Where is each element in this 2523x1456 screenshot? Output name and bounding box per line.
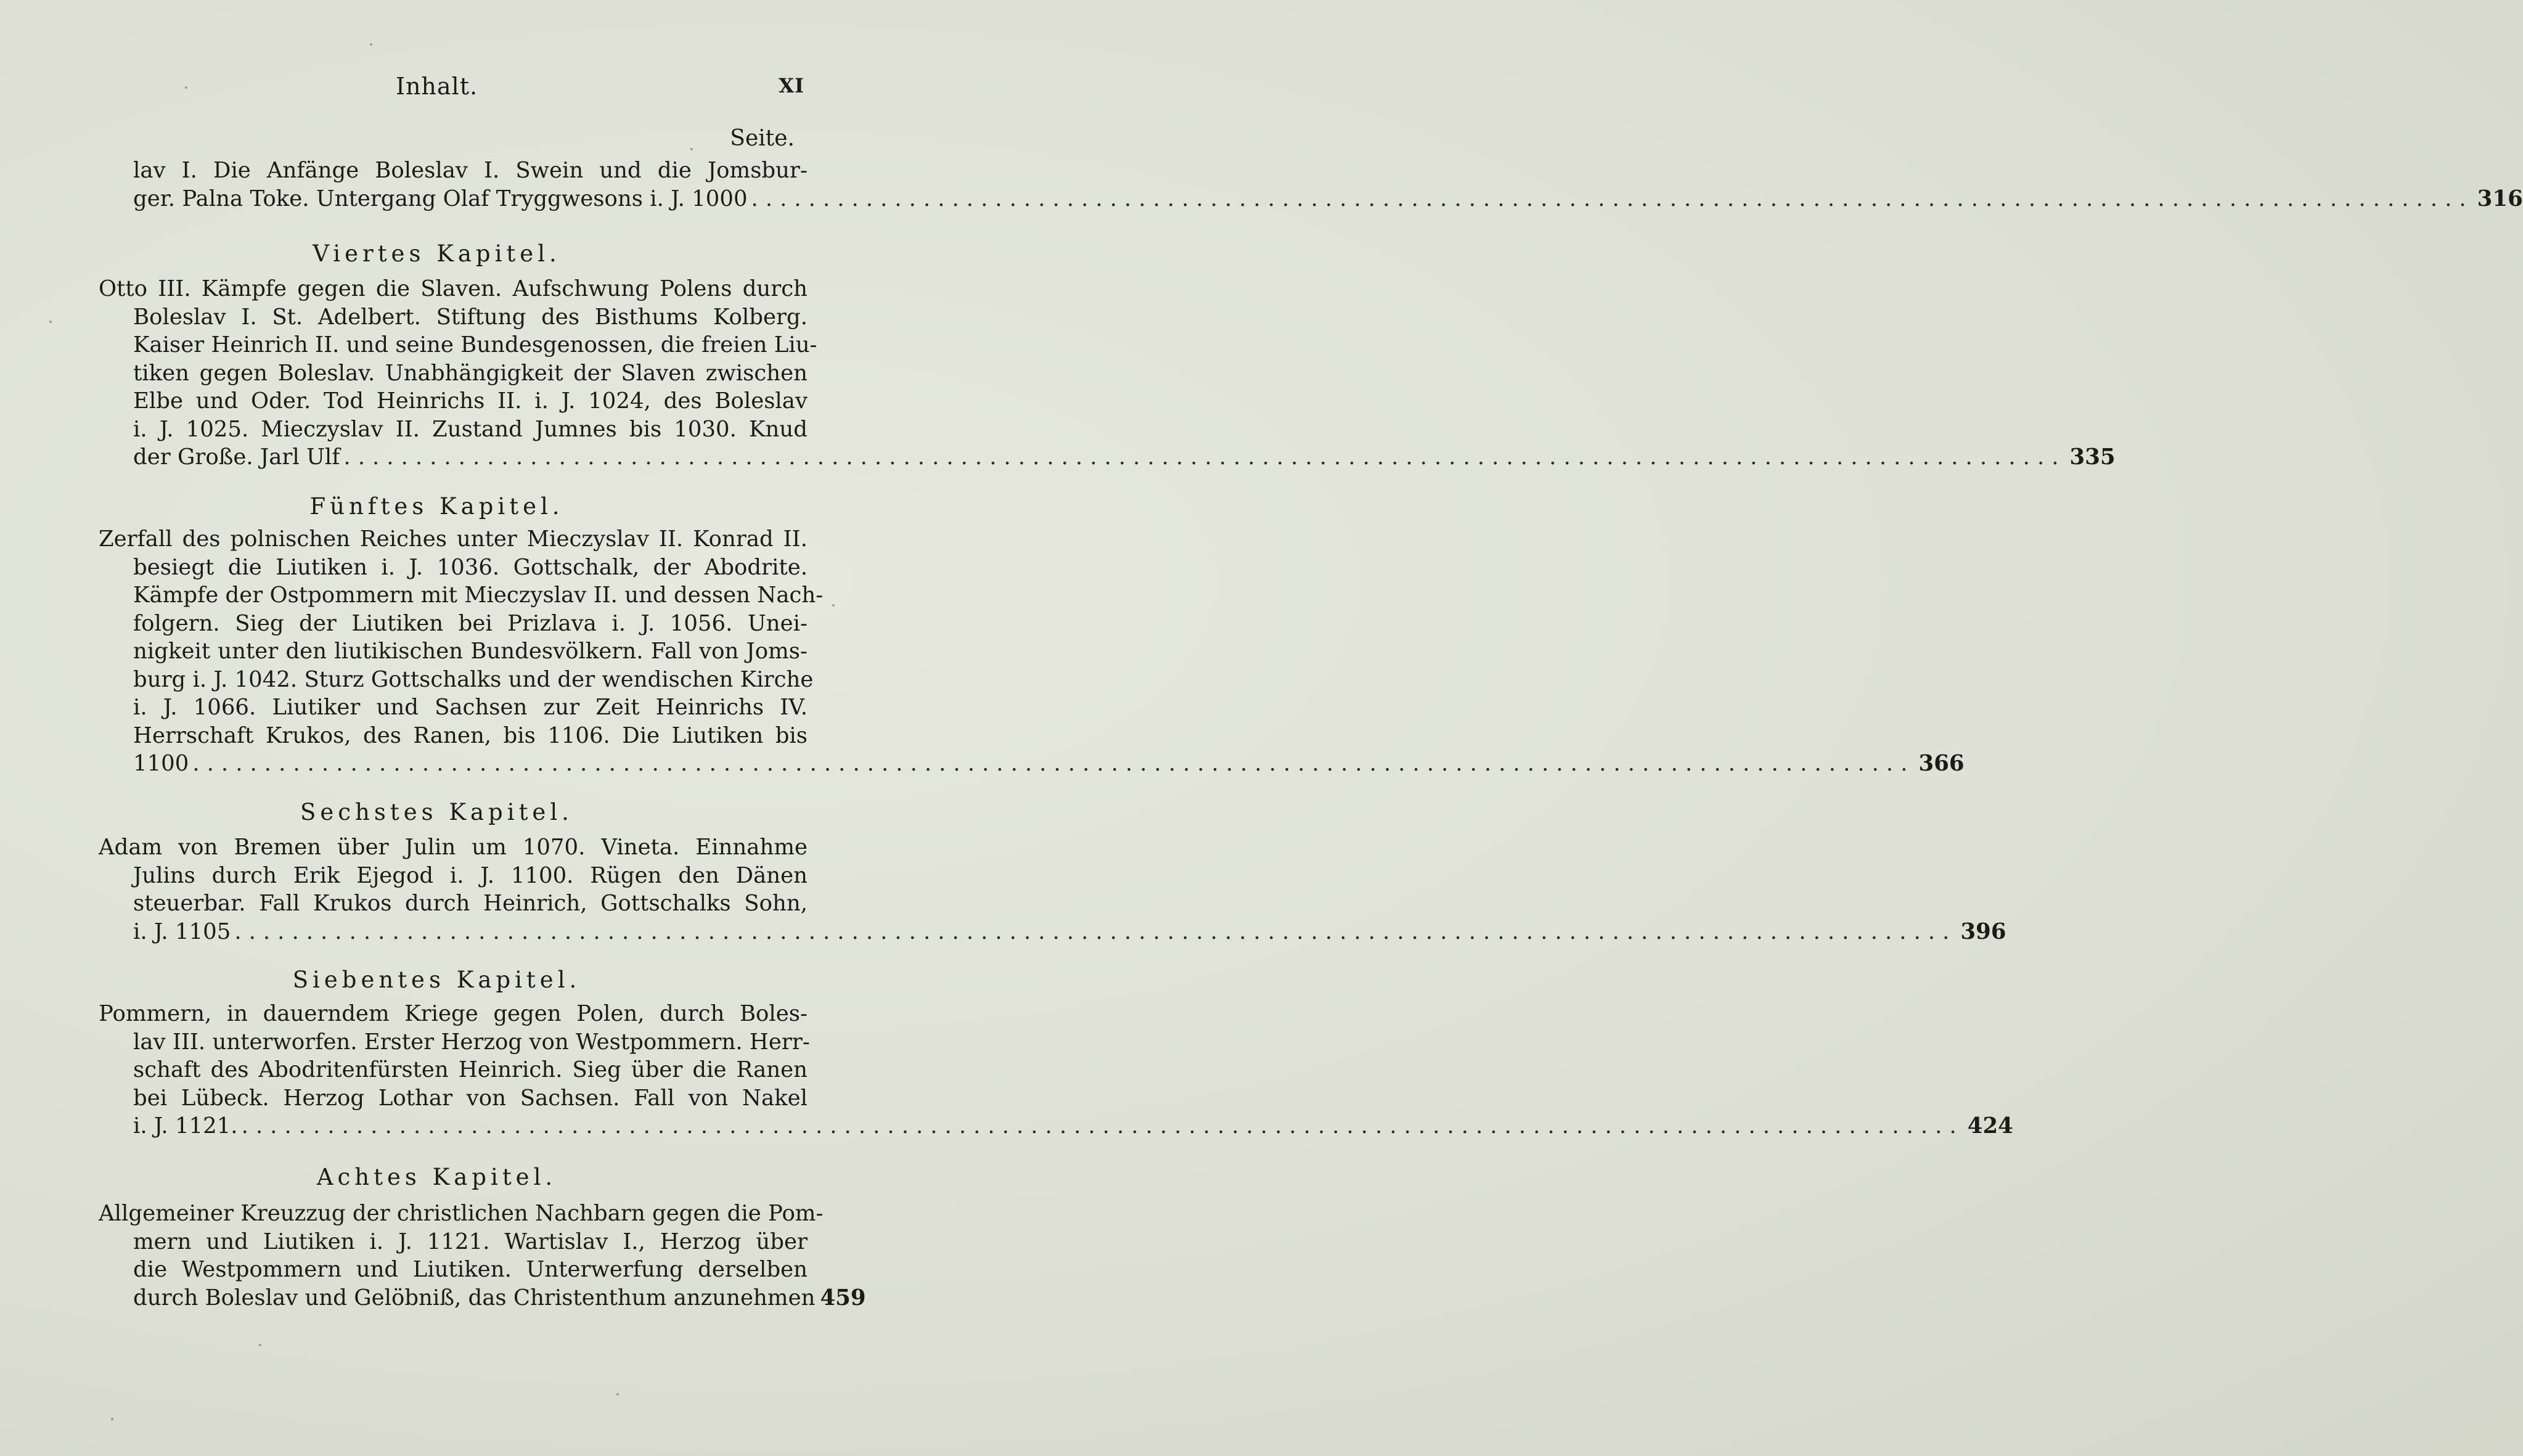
chapter-heading-6: Sechstes Kapitel. (300, 799, 573, 825)
entry-line: schaft des Abodritenfürsten Heinrich. Sieg über die Ranen (133, 1057, 808, 1082)
toc-entry-chapter-5 (99, 525, 1965, 778)
entry-line-with-page (99, 918, 2006, 946)
paper-speck (690, 148, 693, 150)
entry-page-number: 316 (2477, 186, 2523, 211)
page-column-label: Seite. (730, 126, 795, 151)
entry-line: Boleslav I. St. Adelbert. Stiftung des Bisthums Kolberg. (133, 304, 808, 330)
entry-line: i. J. 1105 (133, 918, 231, 944)
toc-entry-chapter-7 (99, 1000, 2013, 1140)
entry-line: bei Lübeck. Herzog Lothar von Sachsen. Fall von Nakel (133, 1085, 808, 1111)
entry-line-with-page (99, 443, 2116, 472)
entry-line: Otto III. Kämpfe gegen die Slaven. Aufschwung Polens durch (99, 276, 808, 301)
entry-line: steuerbar. Fall Krukos durch Heinrich, Gottschalks Sohn, (133, 891, 808, 916)
running-head (0, 73, 873, 104)
entry-page-number: 459 (820, 1285, 866, 1311)
chapter-heading-8: Achtes Kapitel. (316, 1164, 557, 1190)
leader-dots: ........................................................................................................................ (751, 186, 2474, 211)
leader-dots: ........................................................................................................................ (241, 1113, 1964, 1139)
chapter-heading-5: Fünftes Kapitel. (309, 493, 564, 520)
paper-speck (185, 86, 187, 89)
paper-speck (616, 1393, 619, 1396)
entry-line: lav I. Die Anfänge Boleslav I. Swein und die Jomsbur- (133, 158, 808, 183)
entry-line: mern und Liutiken i. J. 1121. Wartislav I., Herzog über (133, 1229, 808, 1254)
entry-line: durch Boleslav und Gelöbniß, das Christenthum anzunehmen (133, 1285, 816, 1311)
entry-line-with-page (99, 185, 2523, 213)
page-title: Inhalt. (395, 73, 478, 100)
toc-entry-chapter-4 (99, 275, 2116, 472)
entry-line: burg i. J. 1042. Sturz Gottschalks und der wendischen Kirche (133, 666, 814, 692)
entry-line: die Westpommern und Liutiken. Unterwerfung derselben (133, 1257, 808, 1282)
entry-line: ger. Palna Toke. Untergang Olaf Tryggwesons i. J. 1000 (133, 186, 748, 211)
paper-speck (832, 604, 835, 607)
toc-entry-chapter-6 (99, 833, 2006, 946)
entry-line: i. J. 1066. Liutiker und Sachsen zur Zeit Heinrichs IV. (133, 695, 808, 720)
leader-dots: ........................................................................................................................ (192, 751, 1915, 776)
entry-line-with-page (99, 750, 1965, 778)
leader-dots: ........................................................................................................................ (234, 918, 1957, 944)
entry-page-number: 366 (1918, 751, 1965, 776)
entry-line: Kämpfe der Ostpommern mit Mieczyslav II. und dessen Nach- (133, 583, 824, 608)
paper-speck (370, 43, 372, 46)
entry-line: Pommern, in dauerndem Kriege gegen Polen, durch Boles- (99, 1001, 808, 1026)
entry-line-with-page (99, 1112, 2013, 1140)
entry-line: Zerfall des polnischen Reiches unter Mieczyslav II. Konrad II. (99, 526, 808, 552)
entry-line: Herrschaft Krukos, des Ranen, bis 1106. Die Liutiken bis (133, 722, 808, 748)
chapter-heading-4: Viertes Kapitel. (313, 240, 561, 267)
paper-speck (111, 1418, 113, 1420)
entry-line: Kaiser Heinrich II. und seine Bundesgenossen, die freien Liu- (133, 332, 817, 358)
entry-line: Adam von Bremen über Julin um 1070. Vineta. Einnahme (99, 835, 808, 860)
leader-dots: ........................................................................................................................ (343, 444, 2066, 470)
entry-line: besiegt die Liutiken i. J. 1036. Gottschalk, der Abodrite. (133, 554, 808, 580)
entry-line: Julins durch Erik Ejegod i. J. 1100. Rügen den Dänen (133, 862, 808, 888)
entry-page-number: 335 (2069, 444, 2116, 470)
page-number: XI (779, 74, 804, 97)
entry-line: der Große. Jarl Ulf (133, 444, 340, 470)
entry-line: lav III. unterworfen. Erster Herzog von Westpommern. Herr- (133, 1029, 810, 1055)
paper-speck (259, 1344, 261, 1346)
entry-line: Allgemeiner Kreuzzug der christlichen Nachbarn gegen die Pom- (99, 1201, 824, 1226)
entry-page-number: 396 (1960, 918, 2006, 944)
toc-entry-chapter-8 (99, 1200, 866, 1312)
entry-line: tiken gegen Boleslav. Unabhängigkeit der Slaven zwischen (133, 360, 808, 386)
entry-line: 1100 (133, 751, 189, 776)
entry-line: nigkeit unter den liutikischen Bundesvölkern. Fall von Joms- (133, 639, 808, 664)
entry-line: i. J. 1121. (133, 1113, 238, 1139)
entry-line-with-page (99, 1284, 866, 1312)
chapter-heading-7: Siebentes Kapitel. (292, 967, 581, 993)
entry-page-number: 424 (1967, 1113, 2013, 1139)
entry-line: folgern. Sieg der Liutiken bei Prizlava i. J. 1056. Unei- (133, 610, 808, 636)
entry-line: Elbe und Oder. Tod Heinrichs II. i. J. 1024, des Boleslav (133, 388, 808, 414)
paper-speck (49, 321, 52, 323)
entry-line: i. J. 1025. Mieczyslav II. Zustand Jumnes bis 1030. Knud (133, 416, 808, 442)
toc-entry-continuation (99, 157, 2523, 213)
